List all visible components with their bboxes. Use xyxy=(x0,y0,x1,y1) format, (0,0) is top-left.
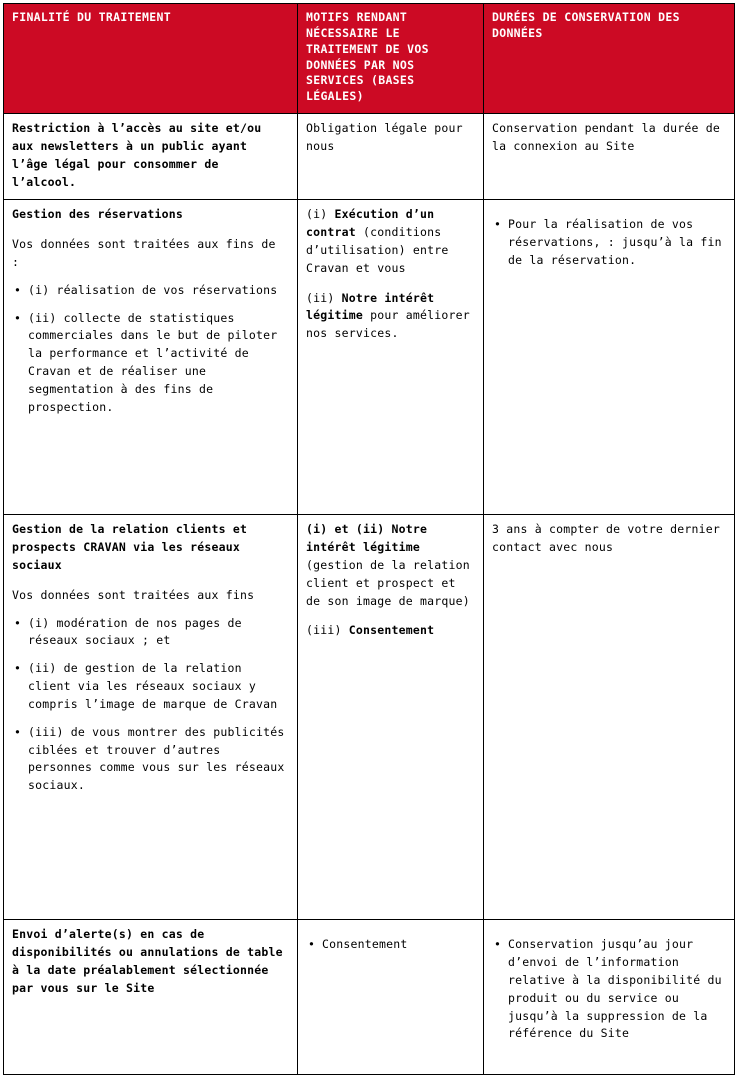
list-item: • (i) réalisation de vos réservations xyxy=(12,282,289,300)
bullet-list xyxy=(12,282,289,417)
cell-paragraph: Envoi d’alerte(s) en cas de disponibilités ou annulations de table à la date préalablement sélectionnée par vous sur le Site xyxy=(12,927,283,995)
bullet-list xyxy=(492,936,726,1043)
emphasis-text: (i) et (ii) Notre intérêt légitime xyxy=(306,522,428,555)
cell-paragraph: 3 ans à compter de votre dernier contact avec nous xyxy=(492,522,720,555)
list-item: • (i) modération de nos pages de réseaux sociaux ; et xyxy=(12,615,289,651)
emphasis-text: Exécution d’un contrat xyxy=(306,207,435,240)
list-item: • (iii) de vous montrer des publicités ciblées et trouver d’autres personnes comme vous sur les réseaux sociaux. xyxy=(12,724,289,795)
table-header-row xyxy=(4,4,735,114)
emphasis-text: Consentement xyxy=(348,623,435,638)
cell-paragraph: Restriction à l’accès au site et/ou aux newsletters à un public ayant l’âge légal pour consommer de l’alcool. xyxy=(12,121,262,189)
list-item: • (ii) de gestion de la relation client via les réseaux sociaux y compris l’image de marque de Cravan xyxy=(12,660,289,713)
table-row xyxy=(4,114,735,200)
cell-retention xyxy=(484,114,735,200)
list-item: • (ii) collecte de statistiques commerciales dans le but de piloter la performance et l’activité de Cravan et de réaliser une segmentation à des fins de prospection. xyxy=(12,310,289,417)
cell-paragraph: Gestion de la relation clients et prospects CRAVAN via les réseaux sociaux xyxy=(12,522,248,573)
table-row xyxy=(4,920,735,1075)
table-body xyxy=(4,114,735,1075)
cell-purpose xyxy=(4,114,298,200)
bullet-list xyxy=(306,936,475,954)
cell-legal-basis xyxy=(298,920,484,1075)
bullet-list xyxy=(492,216,726,269)
cell-paragraph: Vos données sont traitées aux fins de : xyxy=(12,237,276,270)
cell-paragraph: (ii) Notre intérêt légitime pour améliorer nos services. xyxy=(306,290,470,341)
table-header xyxy=(4,4,735,114)
emphasis-text: Notre intérêt légitime xyxy=(306,290,435,323)
cell-retention xyxy=(484,200,735,515)
cell-paragraph: Vos données sont traitées aux fins xyxy=(12,587,255,602)
cell-paragraph: Obligation légale pour nous xyxy=(306,121,463,153)
cell-retention xyxy=(484,515,735,920)
header-legal-basis: MOTIFS RENDANT NÉCESSAIRE LE TRAITEMENT DE VOS DONNÉES PAR NOS SERVICES (BASES LÉGALES) xyxy=(298,4,484,114)
data-processing-table xyxy=(3,3,735,1075)
cell-legal-basis xyxy=(298,200,484,515)
cell-purpose xyxy=(4,920,298,1075)
cell-retention xyxy=(484,920,735,1075)
cell-paragraph: (iii) Consentement xyxy=(306,623,435,638)
cell-legal-basis xyxy=(298,114,484,200)
bullet-list xyxy=(12,615,289,795)
cell-legal-basis xyxy=(298,515,484,920)
cell-paragraph: Gestion des réservations xyxy=(12,207,183,222)
list-item: • Conservation jusqu’au jour d’envoi de l’information relative à la disponibilité du produit ou du service ou jusqu’à la suppression de la référence du Site xyxy=(492,936,726,1043)
list-item: • Consentement xyxy=(306,936,475,954)
cell-purpose xyxy=(4,515,298,920)
list-item: • Pour la réalisation de vos réservations, : jusqu’à la fin de la réservation. xyxy=(492,216,726,269)
header-retention: DURÉES DE CONSERVATION DES DONNÉES xyxy=(484,4,735,114)
table-row xyxy=(4,200,735,515)
table-row xyxy=(4,515,735,920)
cell-paragraph: (i) et (ii) Notre intérêt légitime (gestion de la relation client et prospect et de son image de marque) xyxy=(306,522,470,608)
cell-paragraph: Conservation pendant la durée de la connexion au Site xyxy=(492,121,720,153)
cell-paragraph: (i) Exécution d’un contrat (conditions d’utilisation) entre Cravan et vous xyxy=(306,207,449,275)
cell-purpose xyxy=(4,200,298,515)
header-purpose: FINALITÉ DU TRAITEMENT xyxy=(4,4,298,114)
